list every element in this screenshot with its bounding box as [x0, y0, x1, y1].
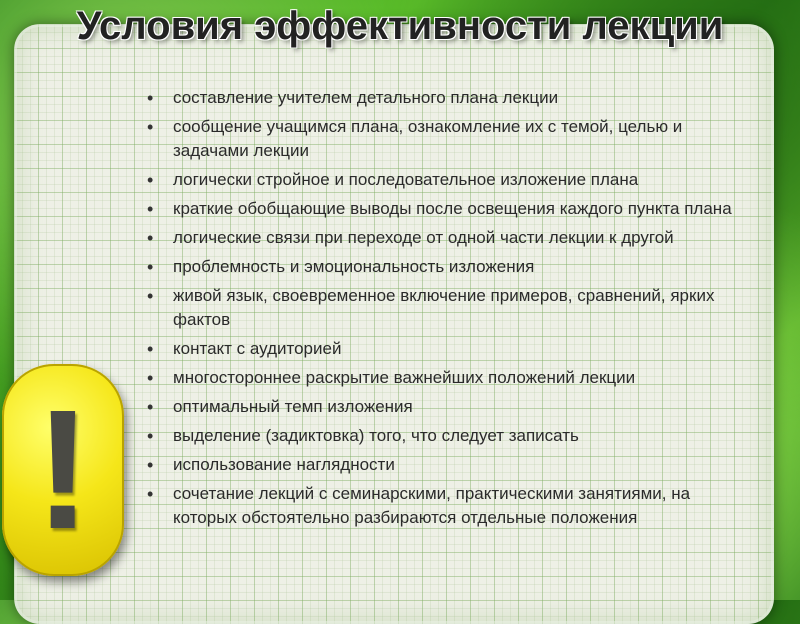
- list-item: • выделение (задиктовка) того, что следует записать: [145, 424, 755, 448]
- list-item: • составление учителем детального плана лекции: [145, 86, 755, 110]
- list-item: • использование наглядности: [145, 453, 755, 477]
- list-item: • проблемность и эмоциональность изложения: [145, 255, 755, 279]
- list-item: • оптимальный темп изложения: [145, 395, 755, 419]
- slide-title: Условия эффективности лекции: [76, 4, 724, 48]
- exclamation-icon: !: [34, 375, 92, 565]
- warning-sign: [2, 364, 124, 576]
- list-item: • живой язык, своевременное включение примеров, сравнений, ярких фактов: [145, 284, 755, 332]
- conditions-list: [145, 86, 755, 535]
- list-item: • сочетание лекций с семинарскими, практическими занятиями, на которых обстоятельно разбираются отдельные положения: [145, 482, 755, 530]
- list-item: • сообщение учащимся плана, ознакомление их с темой, целью и задачами лекции: [145, 115, 755, 163]
- list-item: • многостороннее раскрытие важнейших положений лекции: [145, 366, 755, 390]
- list-item: • логические связи при переходе от одной части лекции к другой: [145, 226, 755, 250]
- list-item: • логически стройное и последовательное изложение плана: [145, 168, 755, 192]
- list-item: • краткие обобщающие выводы после освещения каждого пункта плана: [145, 197, 755, 221]
- list-item: • контакт с аудиторией: [145, 337, 755, 361]
